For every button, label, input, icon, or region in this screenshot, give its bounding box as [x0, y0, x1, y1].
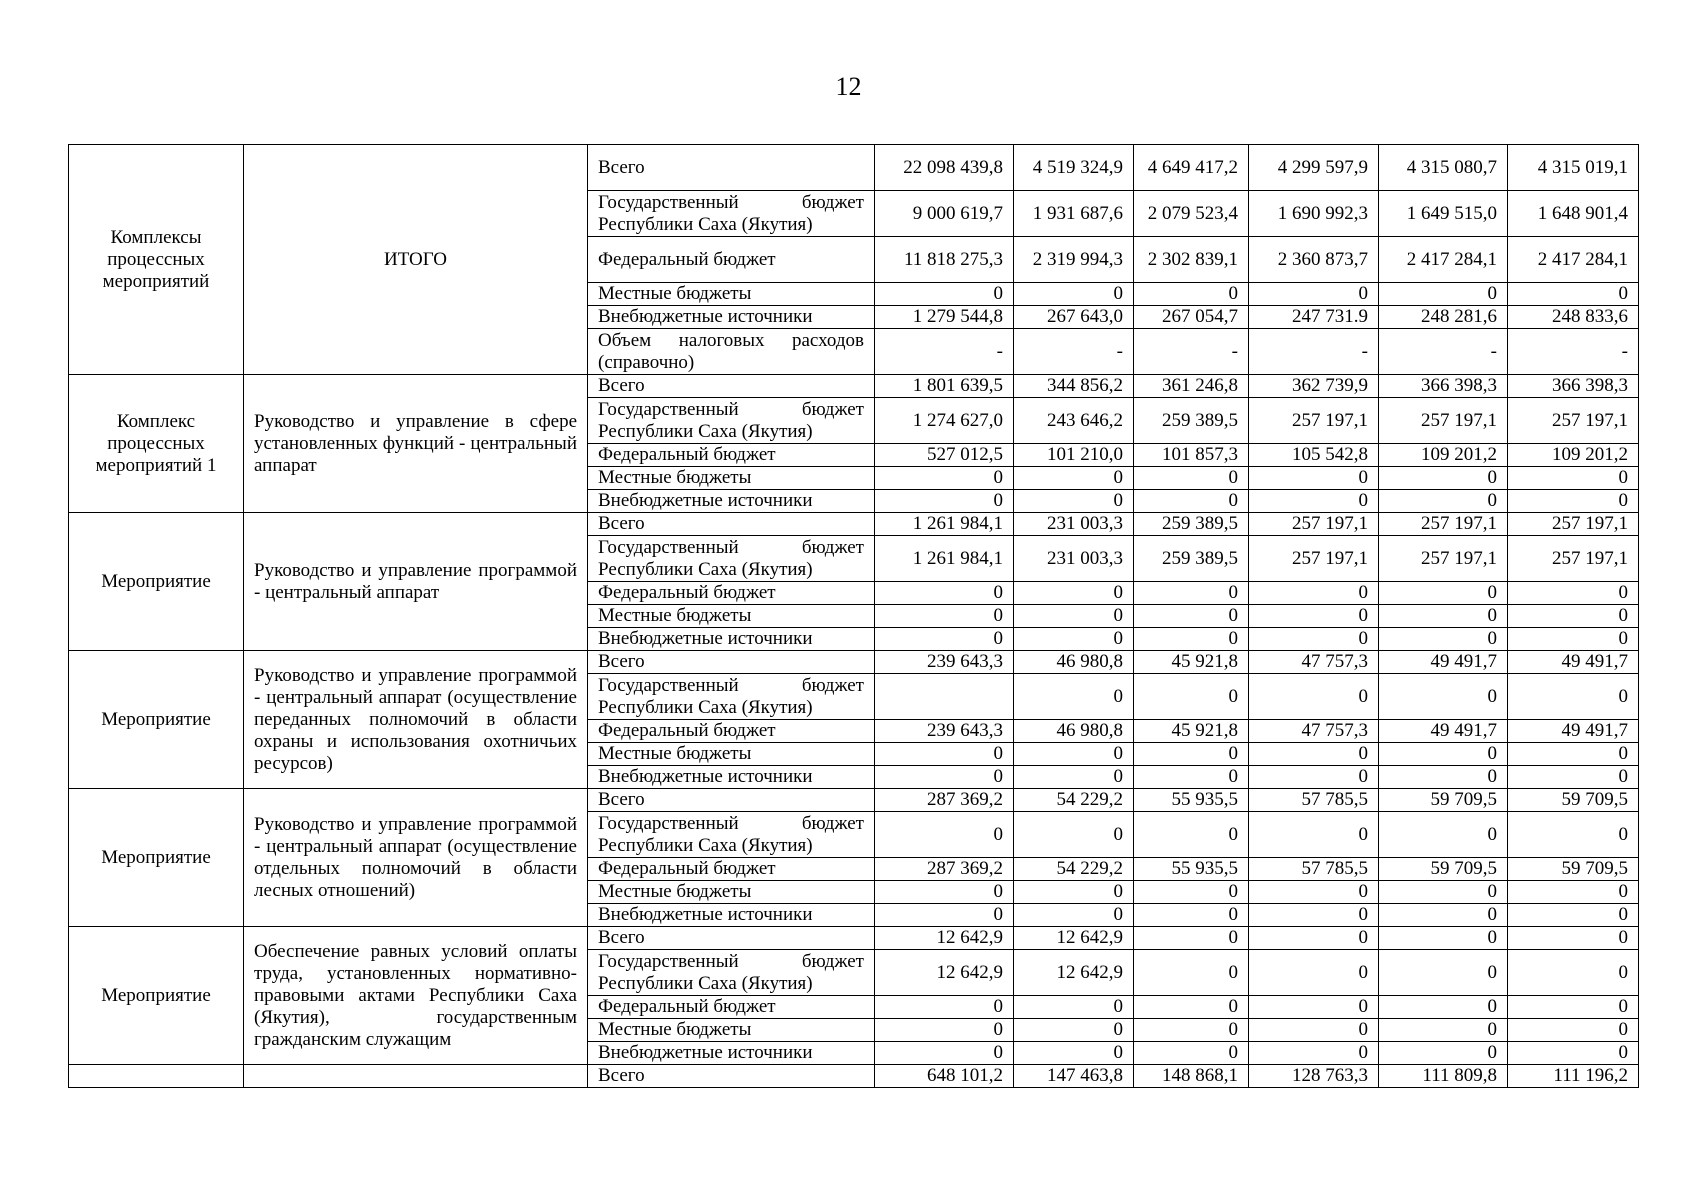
page-number: 12	[835, 72, 862, 101]
value-cell: 0	[1134, 743, 1249, 766]
budget-table	[68, 144, 1639, 1088]
value-cell: 0	[1134, 605, 1249, 628]
value-cell: 0	[1249, 283, 1379, 306]
value-cell: 0	[1508, 628, 1639, 651]
value-cell: 0	[1379, 582, 1508, 605]
value-cell: 361 246,8	[1134, 375, 1249, 398]
value-cell: 231 003,3	[1014, 536, 1134, 582]
value-cell: 47 757,3	[1249, 720, 1379, 743]
value-cell: 0	[1249, 996, 1379, 1019]
value-cell: 0	[875, 881, 1014, 904]
value-cell: 1 279 544,8	[875, 306, 1014, 329]
funding-source-cell: Всего	[588, 145, 875, 191]
value-cell: 0	[1134, 1042, 1249, 1065]
value-cell: 0	[1249, 881, 1379, 904]
value-cell: 0	[1508, 996, 1639, 1019]
group-name-cell: ИТОГО	[244, 145, 588, 375]
value-cell: 0	[1014, 743, 1134, 766]
value-cell: 257 197,1	[1508, 536, 1639, 582]
budget-table-body	[69, 145, 1639, 1088]
value-cell: 257 197,1	[1249, 513, 1379, 536]
value-cell: 0	[1134, 766, 1249, 789]
funding-source-cell: Всего	[588, 789, 875, 812]
value-cell: 0	[1379, 283, 1508, 306]
value-cell: 0	[1508, 283, 1639, 306]
funding-source-cell: Местные бюджеты	[588, 743, 875, 766]
value-cell: 0	[1134, 904, 1249, 927]
value-cell: 0	[1249, 766, 1379, 789]
value-cell: 0	[1014, 904, 1134, 927]
value-cell: 0	[1014, 674, 1134, 720]
value-cell: 0	[1014, 812, 1134, 858]
value-cell: 0	[875, 743, 1014, 766]
value-cell: 259 389,5	[1134, 398, 1249, 444]
value-cell: 239 643,3	[875, 651, 1014, 674]
value-cell: 0	[1508, 1019, 1639, 1042]
funding-source-cell: Внебюджетные источники	[588, 490, 875, 513]
value-cell: 0	[1249, 628, 1379, 651]
value-cell: 527 012,5	[875, 444, 1014, 467]
value-cell: 344 856,2	[1014, 375, 1134, 398]
value-cell: 0	[1379, 1019, 1508, 1042]
value-cell: 287 369,2	[875, 789, 1014, 812]
value-cell: 0	[1134, 467, 1249, 490]
value-cell: 0	[1134, 881, 1249, 904]
value-cell: 0	[1508, 743, 1639, 766]
table-row	[69, 513, 1639, 536]
value-cell: 2 319 994,3	[1014, 237, 1134, 283]
value-cell: 0	[875, 996, 1014, 1019]
value-cell: -	[1249, 329, 1379, 375]
funding-source-cell: Федеральный бюджет	[588, 720, 875, 743]
value-cell: 0	[1014, 766, 1134, 789]
value-cell: 0	[1249, 490, 1379, 513]
funding-source-cell: Внебюджетные источники	[588, 904, 875, 927]
value-cell: 366 398,3	[1508, 375, 1639, 398]
value-cell: 54 229,2	[1014, 858, 1134, 881]
funding-source-cell: Внебюджетные источники	[588, 766, 875, 789]
value-cell: 47 757,3	[1249, 651, 1379, 674]
value-cell: 0	[1249, 927, 1379, 950]
funding-source-cell: Всего	[588, 513, 875, 536]
value-cell: 1 274 627,0	[875, 398, 1014, 444]
value-cell: 46 980,8	[1014, 651, 1134, 674]
value-cell: 0	[1508, 582, 1639, 605]
value-cell: 0	[875, 605, 1014, 628]
group-name-cell: Руководство и управление программой - центральный аппарат	[244, 513, 588, 651]
value-cell: 0	[1508, 490, 1639, 513]
value-cell: 1 801 639,5	[875, 375, 1014, 398]
funding-source-cell: Федеральный бюджет	[588, 582, 875, 605]
value-cell: 0	[1249, 904, 1379, 927]
value-cell: 0	[1134, 812, 1249, 858]
value-cell: 0	[1014, 1042, 1134, 1065]
group-type-cell: Мероприятие	[69, 513, 244, 651]
value-cell: 257 197,1	[1379, 536, 1508, 582]
value-cell: 259 389,5	[1134, 536, 1249, 582]
value-cell: 12 642,9	[1014, 927, 1134, 950]
value-cell: 54 229,2	[1014, 789, 1134, 812]
funding-source-cell: Всего	[588, 651, 875, 674]
value-cell: 243 646,2	[1014, 398, 1134, 444]
value-cell: 267 643,0	[1014, 306, 1134, 329]
value-cell: 2 360 873,7	[1249, 237, 1379, 283]
value-cell: 0	[1014, 582, 1134, 605]
value-cell: 57 785,5	[1249, 858, 1379, 881]
value-cell: 0	[1379, 467, 1508, 490]
value-cell: 0	[1379, 904, 1508, 927]
value-cell: 0	[1134, 628, 1249, 651]
value-cell: 1 648 901,4	[1508, 191, 1639, 237]
funding-source-cell: Всего	[588, 927, 875, 950]
value-cell: 12 642,9	[875, 950, 1014, 996]
value-cell: 0	[1249, 950, 1379, 996]
group-type-cell: Мероприятие	[69, 789, 244, 927]
value-cell: 257 197,1	[1379, 513, 1508, 536]
value-cell: 0	[875, 628, 1014, 651]
group-type-cell: Мероприятие	[69, 927, 244, 1065]
value-cell: 0	[1508, 812, 1639, 858]
value-cell: 0	[875, 904, 1014, 927]
value-cell: 0	[1379, 950, 1508, 996]
value-cell: 1 261 984,1	[875, 536, 1014, 582]
value-cell: 109 201,2	[1508, 444, 1639, 467]
value-cell: 0	[1379, 927, 1508, 950]
value-cell: 0	[1134, 283, 1249, 306]
group-name-cell: Руководство и управление программой - центральный аппарат (осуществление переданных полномочий в области охраны и использования охотничьих ресурсов)	[244, 651, 588, 789]
value-cell: 0	[1014, 283, 1134, 306]
value-cell: 45 921,8	[1134, 651, 1249, 674]
value-cell: 0	[1508, 1042, 1639, 1065]
value-cell: 267 054,7	[1134, 306, 1249, 329]
value-cell: 0	[1508, 927, 1639, 950]
value-cell: 4 649 417,2	[1134, 145, 1249, 191]
value-cell: 0	[1134, 927, 1249, 950]
value-cell: 366 398,3	[1379, 375, 1508, 398]
value-cell: 257 197,1	[1508, 513, 1639, 536]
funding-source-cell: Федеральный бюджет	[588, 996, 875, 1019]
value-cell: 247 731.9	[1249, 306, 1379, 329]
value-cell: 257 197,1	[1508, 398, 1639, 444]
funding-source-cell: Внебюджетные источники	[588, 1042, 875, 1065]
value-cell: 0	[875, 283, 1014, 306]
value-cell: 0	[1379, 881, 1508, 904]
funding-source-cell: Федеральный бюджет	[588, 858, 875, 881]
value-cell: 0	[1014, 490, 1134, 513]
funding-source-cell: Местные бюджеты	[588, 605, 875, 628]
value-cell: 0	[1249, 467, 1379, 490]
value-cell: 0	[1014, 881, 1134, 904]
value-cell: 12 642,9	[875, 927, 1014, 950]
value-cell: 0	[1134, 1019, 1249, 1042]
value-cell: 0	[1249, 743, 1379, 766]
value-cell: -	[1014, 329, 1134, 375]
table-row	[69, 651, 1639, 674]
value-cell: 0	[1508, 950, 1639, 996]
value-cell: 0	[1508, 467, 1639, 490]
group-name-cell: Руководство и управление в сфере установленных функций - центральный аппарат	[244, 375, 588, 513]
value-cell: 1 649 515,0	[1379, 191, 1508, 237]
value-cell: 1 690 992,3	[1249, 191, 1379, 237]
value-cell: 0	[1508, 881, 1639, 904]
value-cell: 59 709,5	[1508, 858, 1639, 881]
funding-source-cell: Государственный бюджет Республики Саха (Якутия)	[588, 191, 875, 237]
value-cell: 0	[1014, 467, 1134, 490]
group-name-cell: Руководство и управление программой - центральный аппарат (осуществление отдельных полномочий в области лесных отношений)	[244, 789, 588, 927]
value-cell: 0	[875, 812, 1014, 858]
group-type-cell: Комплекс процессных мероприятий 1	[69, 375, 244, 513]
value-cell: 11 818 275,3	[875, 237, 1014, 283]
group-type-cell	[69, 1065, 244, 1088]
value-cell: 362 739,9	[1249, 375, 1379, 398]
value-cell: 0	[1508, 605, 1639, 628]
value-cell: -	[875, 329, 1014, 375]
value-cell: 109 201,2	[1379, 444, 1508, 467]
funding-source-cell: Местные бюджеты	[588, 1019, 875, 1042]
value-cell: 57 785,5	[1249, 789, 1379, 812]
value-cell: 0	[1249, 1042, 1379, 1065]
value-cell: 0	[1379, 605, 1508, 628]
value-cell: 0	[875, 490, 1014, 513]
value-cell: 0	[1014, 605, 1134, 628]
value-cell: 0	[1379, 743, 1508, 766]
group-name-cell	[244, 1065, 588, 1088]
value-cell: 101 857,3	[1134, 444, 1249, 467]
value-cell: 55 935,5	[1134, 789, 1249, 812]
value-cell: 128 763,3	[1249, 1065, 1379, 1088]
table-row	[69, 375, 1639, 398]
value-cell: 111 809,8	[1379, 1065, 1508, 1088]
value-cell: 259 389,5	[1134, 513, 1249, 536]
value-cell: 1 931 687,6	[1014, 191, 1134, 237]
value-cell: 0	[1014, 1019, 1134, 1042]
group-type-cell: Мероприятие	[69, 651, 244, 789]
value-cell: 59 709,5	[1379, 858, 1508, 881]
value-cell: 231 003,3	[1014, 513, 1134, 536]
value-cell: 287 369,2	[875, 858, 1014, 881]
value-cell: 0	[875, 1042, 1014, 1065]
funding-source-cell: Государственный бюджет Республики Саха (Якутия)	[588, 536, 875, 582]
value-cell: 0	[1134, 674, 1249, 720]
funding-source-cell: Всего	[588, 375, 875, 398]
funding-source-cell: Внебюджетные источники	[588, 628, 875, 651]
value-cell: -	[1508, 329, 1639, 375]
value-cell: 49 491,7	[1379, 651, 1508, 674]
value-cell: 0	[1379, 812, 1508, 858]
value-cell: 239 643,3	[875, 720, 1014, 743]
value-cell: 148 868,1	[1134, 1065, 1249, 1088]
value-cell: 248 833,6	[1508, 306, 1639, 329]
value-cell: 49 491,7	[1508, 651, 1639, 674]
value-cell: 248 281,6	[1379, 306, 1508, 329]
value-cell: 0	[1249, 812, 1379, 858]
funding-source-cell: Местные бюджеты	[588, 881, 875, 904]
value-cell: 147 463,8	[1014, 1065, 1134, 1088]
funding-source-cell: Государственный бюджет Республики Саха (Якутия)	[588, 674, 875, 720]
value-cell: 59 709,5	[1508, 789, 1639, 812]
value-cell: 0	[1379, 674, 1508, 720]
value-cell	[875, 674, 1014, 720]
value-cell: 257 197,1	[1249, 398, 1379, 444]
value-cell: 0	[1249, 605, 1379, 628]
value-cell: 0	[875, 582, 1014, 605]
table-row	[69, 789, 1639, 812]
value-cell: 0	[1014, 628, 1134, 651]
value-cell: 46 980,8	[1014, 720, 1134, 743]
value-cell: 0	[1134, 490, 1249, 513]
value-cell: 0	[1379, 1042, 1508, 1065]
value-cell: 0	[1379, 996, 1508, 1019]
value-cell: 55 935,5	[1134, 858, 1249, 881]
value-cell: 101 210,0	[1014, 444, 1134, 467]
value-cell: 9 000 619,7	[875, 191, 1014, 237]
value-cell: 2 417 284,1	[1508, 237, 1639, 283]
funding-source-cell: Государственный бюджет Республики Саха (Якутия)	[588, 950, 875, 996]
value-cell: 257 197,1	[1249, 536, 1379, 582]
group-type-cell: Комплексы процессных мероприятий	[69, 145, 244, 375]
value-cell: 0	[1508, 904, 1639, 927]
value-cell: 2 302 839,1	[1134, 237, 1249, 283]
table-row	[69, 1065, 1639, 1088]
funding-source-cell: Местные бюджеты	[588, 283, 875, 306]
value-cell: 0	[1379, 766, 1508, 789]
value-cell: 0	[1134, 582, 1249, 605]
value-cell: 49 491,7	[1508, 720, 1639, 743]
funding-source-cell: Федеральный бюджет	[588, 444, 875, 467]
funding-source-cell: Федеральный бюджет	[588, 237, 875, 283]
value-cell: 0	[1134, 950, 1249, 996]
value-cell: 4 315 080,7	[1379, 145, 1508, 191]
funding-source-cell: Всего	[588, 1065, 875, 1088]
funding-source-cell: Объем налоговых расходов (справочно)	[588, 329, 875, 375]
value-cell: 111 196,2	[1508, 1065, 1639, 1088]
value-cell: 0	[1249, 674, 1379, 720]
funding-source-cell: Местные бюджеты	[588, 467, 875, 490]
value-cell: 0	[875, 467, 1014, 490]
value-cell: 0	[1014, 996, 1134, 1019]
value-cell: 0	[875, 766, 1014, 789]
value-cell: 2 417 284,1	[1379, 237, 1508, 283]
value-cell: 4 315 019,1	[1508, 145, 1639, 191]
value-cell: 45 921,8	[1134, 720, 1249, 743]
value-cell: 4 519 324,9	[1014, 145, 1134, 191]
value-cell: 49 491,7	[1379, 720, 1508, 743]
value-cell: 4 299 597,9	[1249, 145, 1379, 191]
group-name-cell: Обеспечение равных условий оплаты труда, установленных нормативно-правовыми актами Республики Саха (Якутия), государственным гражданским служащим	[244, 927, 588, 1065]
table-row	[69, 927, 1639, 950]
value-cell: 0	[1249, 1019, 1379, 1042]
value-cell: 648 101,2	[875, 1065, 1014, 1088]
value-cell: 12 642,9	[1014, 950, 1134, 996]
value-cell: -	[1134, 329, 1249, 375]
value-cell: 0	[1379, 490, 1508, 513]
value-cell: 2 079 523,4	[1134, 191, 1249, 237]
value-cell: 105 542,8	[1249, 444, 1379, 467]
value-cell: 1 261 984,1	[875, 513, 1014, 536]
funding-source-cell: Государственный бюджет Республики Саха (Якутия)	[588, 812, 875, 858]
value-cell: 0	[1249, 582, 1379, 605]
value-cell: 257 197,1	[1379, 398, 1508, 444]
funding-source-cell: Государственный бюджет Республики Саха (Якутия)	[588, 398, 875, 444]
value-cell: 22 098 439,8	[875, 145, 1014, 191]
value-cell: 0	[1134, 996, 1249, 1019]
value-cell: 0	[1379, 628, 1508, 651]
funding-source-cell: Внебюджетные источники	[588, 306, 875, 329]
value-cell: 59 709,5	[1379, 789, 1508, 812]
value-cell: -	[1379, 329, 1508, 375]
table-row	[69, 145, 1639, 191]
value-cell: 0	[1508, 766, 1639, 789]
value-cell: 0	[1508, 674, 1639, 720]
value-cell: 0	[875, 1019, 1014, 1042]
